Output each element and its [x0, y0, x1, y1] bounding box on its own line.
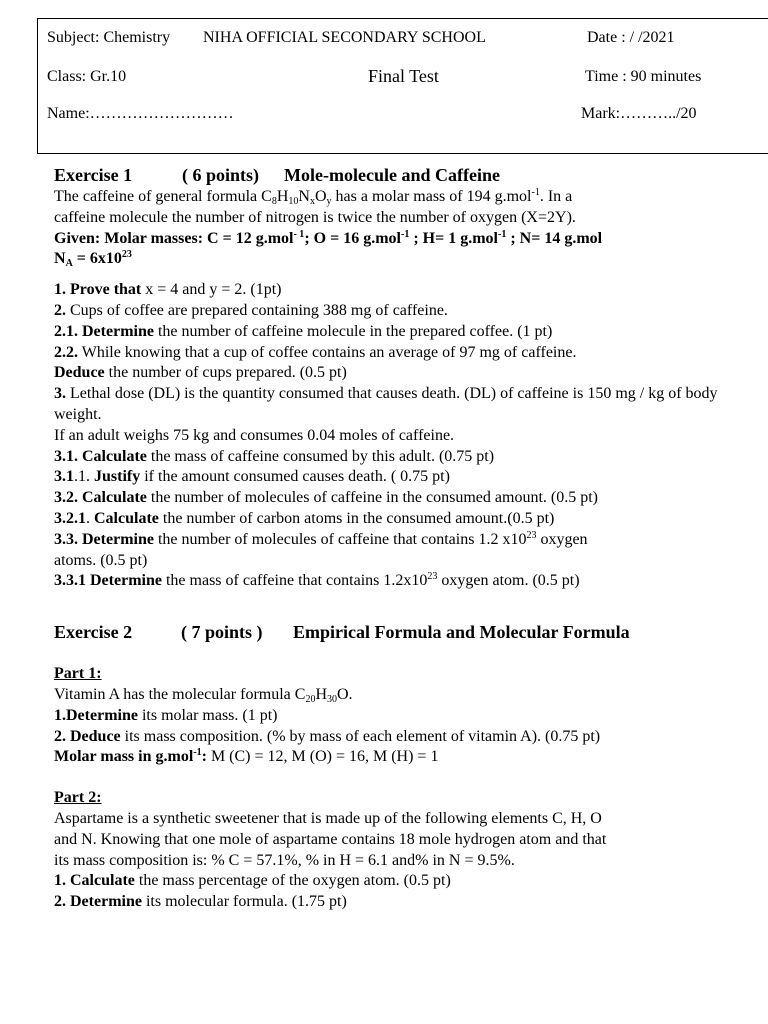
question-3-2: 3.2. Calculate the number of molecules of caffeine in the consumed amount. (0.5 pt)	[54, 489, 598, 507]
part-1-heading: Part 1:	[54, 665, 102, 683]
subject-label: Subject: Chemistry	[47, 29, 171, 46]
exercise-2-label: Exercise 2	[54, 622, 133, 643]
caffeine-intro: The caffeine of general formula $C_8H_{10}N_xO_y$ has a molar mass of 194 g.mol$^{-1}$. In a	[54, 187, 573, 207]
part-2-question-2: 2. Determine its molecular formula. (1.75 pt)	[54, 893, 347, 911]
exam-header	[37, 18, 768, 154]
exercise-2-title: Empirical Formula and Molecular Formula	[293, 622, 630, 643]
part-1-molar-masses: Molar mass in g.mol$^{-1}$: M (C) = 12, M (O) = 16, M (H) = 1	[54, 747, 439, 766]
date-field: Date : / /2021	[587, 29, 675, 46]
exercise-1-heading	[54, 163, 734, 187]
school-name: NIHA OFFICIAL SECONDARY SCHOOL	[203, 29, 486, 46]
question-1: 1. Prove that x = 4 and y = 2. (1pt)	[54, 281, 282, 299]
question-3-1-1: 3.1.1. Justify if the amount consumed causes death. ( 0.75 pt)	[54, 468, 450, 486]
question-3-3-1: 3.3.1 Determine the mass of caffeine that contains $1.2x10^{23}$ oxygen atom. (0.5 pt)	[54, 571, 580, 590]
time-label: Time : 90 minutes	[585, 68, 702, 85]
vitamin-a-formula: Vitamin A has the molecular formula $C_{20}H_{30}O$.	[54, 685, 353, 705]
part-2-question-1: 1. Calculate the mass percentage of the oxygen atom. (0.5 pt)	[54, 872, 451, 890]
question-2-2: 2.2. While knowing that a cup of coffee contains an average of 97 mg of caffeine.	[54, 343, 577, 361]
caffeine-intro-2: caffeine molecule the number of nitrogen is twice the number of oxygen (X=2Y).	[54, 208, 576, 226]
avogadro-constant: $N_A = 6x10^{23}$	[54, 249, 132, 270]
question-3-2-1: 3.2.1. Calculate the number of carbon atoms in the consumed amount.(0.5 pt)	[54, 509, 555, 527]
given-molar-masses: Given: Molar masses: C = 12 g.mol$^{- 1}$; O = 16 g.mol$^{-1}$ ; H= 1 g.mol$^{-1}$ ; N= 14 g.mol	[54, 228, 603, 247]
question-3: 3. Lethal dose (DL) is the quantity consumed that causes death. (DL) of caffeine is 150 mg / kg of body weight.	[54, 385, 718, 423]
question-2-1: 2.1. Determine the number of caffeine molecule in the prepared coffee. (1 pt)	[54, 322, 553, 340]
test-title: Final Test	[368, 66, 439, 86]
aspartame-text-3: its mass composition is: % C = 57.1%, % in H = 6.1 and% in N = 9.5%.	[54, 851, 515, 869]
exercise-2-heading	[54, 620, 734, 644]
aspartame-text-2: and N. Knowing that one mole of aspartame contains 18 mole hydrogen atom and that	[54, 830, 607, 848]
class-label: Class: Gr.10	[47, 68, 127, 85]
part-2-heading: Part 2:	[54, 789, 102, 807]
mark-field: Mark:………../20	[581, 105, 697, 122]
part-1-question-1: 1.Determine its molar mass. (1 pt)	[54, 706, 278, 724]
exam-content	[54, 163, 734, 913]
exercise-1-title: Mole-molecule and Caffeine	[284, 165, 500, 185]
question-3-3: 3.3. Determine the number of molecules of caffeine that contains 1.2 $x10^{23}$ oxygen	[54, 529, 588, 548]
question-2-2-deduce: Deduce the number of cups prepared. (0.5 pt)	[54, 364, 347, 382]
question-3-context: If an adult weighs 75 kg and consumes 0.04 moles of caffeine.	[54, 426, 455, 444]
name-field: Name:………………………	[47, 105, 234, 122]
exercise-1-label: Exercise 1	[54, 165, 133, 185]
part-1-question-2: 2. Deduce its mass composition. (% by mass of each element of vitamin A). (0.75 pt)	[54, 727, 601, 745]
aspartame-text-1: Aspartame is a synthetic sweetener that is made up of the following elements C, H, O	[54, 809, 602, 827]
question-3-3-cont: atoms. (0.5 pt)	[54, 551, 148, 569]
question-2: 2. Cups of coffee are prepared containing 388 mg of caffeine.	[54, 301, 448, 319]
exercise-1-points: ( 6 points)	[182, 165, 260, 185]
exercise-2-points: ( 7 points )	[181, 622, 263, 643]
question-3-1: 3.1. Calculate the mass of caffeine consumed by this adult. (0.75 pt)	[54, 447, 495, 465]
